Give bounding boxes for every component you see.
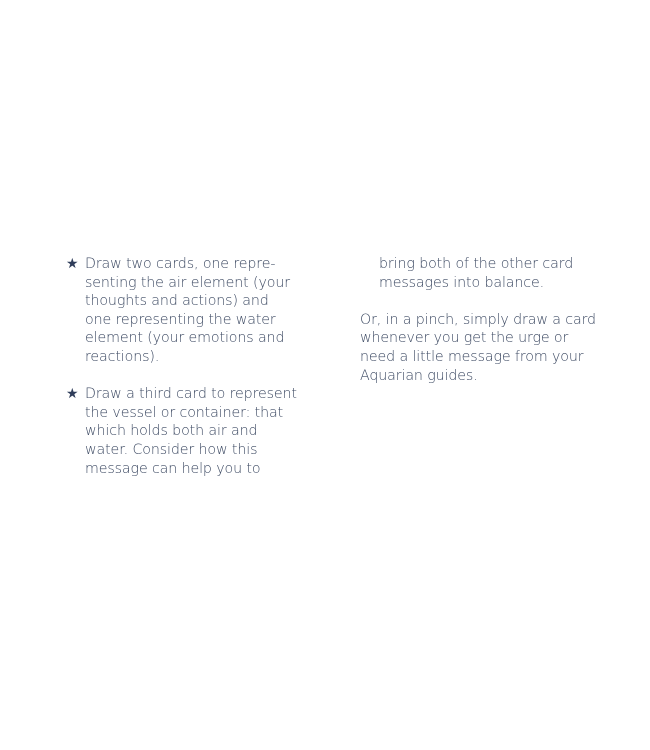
text-line: message can help you to — [85, 460, 261, 477]
bullet-continuation — [360, 255, 620, 292]
text-line: which holds both air and — [85, 423, 258, 440]
text-line: messages into balance. — [379, 274, 545, 291]
closing-paragraph — [360, 311, 620, 385]
text-line: water. Consider how this — [85, 441, 258, 458]
text-line: Draw two cards, one repre- — [85, 256, 276, 272]
right-column — [360, 255, 620, 385]
text-line: Aquarian guides. — [360, 367, 478, 384]
text-line: one representing the water — [85, 311, 276, 328]
text-line: Or, in a pinch, simply draw a card — [360, 311, 596, 328]
text-line: the vessel or container: that — [85, 404, 284, 421]
star-icon: ★ — [66, 386, 79, 403]
text-line: need a little message from your — [360, 348, 584, 365]
text-line: thoughts and actions) and — [85, 293, 269, 310]
star-icon: ★ — [66, 256, 79, 272]
text-line: senting the air element (your — [85, 274, 290, 291]
text-line: Draw a third card to represent — [85, 386, 297, 403]
bullet-item-air-water — [66, 255, 316, 367]
text-line: reactions). — [85, 348, 160, 365]
left-column — [66, 255, 316, 497]
text-line: element (your emotions and — [85, 330, 285, 347]
text-line: bring both of the other card — [379, 256, 574, 272]
bullet-item-vessel — [66, 385, 316, 478]
text-line: whenever you get the urge or — [360, 330, 569, 347]
